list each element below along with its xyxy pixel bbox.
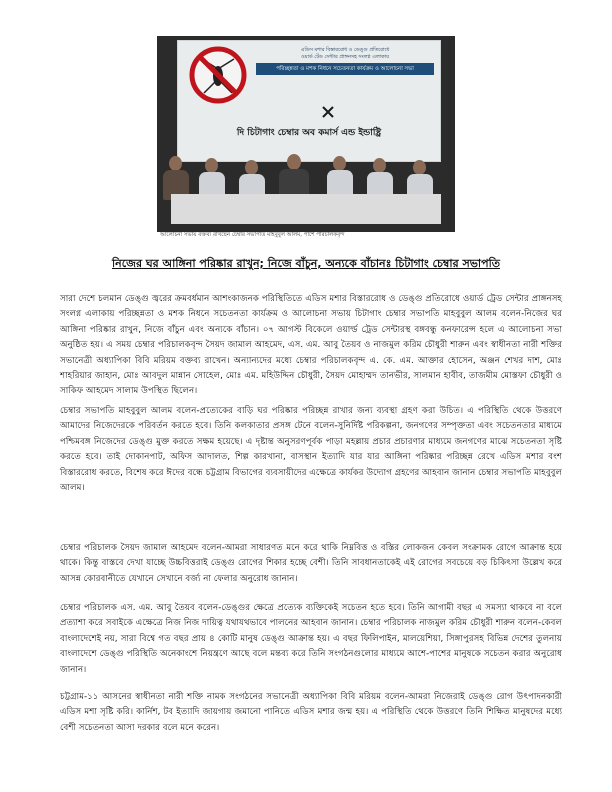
event-banner — [177, 40, 441, 162]
paragraph-1: সারা দেশে চলমান ডেঙ্গু জ্বরের ক্রমবর্ধমান আশংকাজনক পরিস্থিতিতে এডিস মশার বিস্তাররোধ ও ডেঙ্গু প্রতিরোধে ওয়ার্ড ট্রেড সেন্টার প্রাঙ্গনসহ সংলগ্ন এলাকায় পরিচ্ছন্নতা ও মশক নিধনে সচেতনতা কার্যক্রম ও আলোচনা সভায় চিটাগাং চেম্বার সভাপতি মাহবুবুল আলম বলেন-নিজের ঘর আঙ্গিনা পরিষ্কার রাখুন, নিজে বাঁচুন এবং অন্যকে বাঁচান। ০৭ আগস্ট বিকেলে ওয়ার্ল্ড ট্রেড সেন্টারস্থ বঙ্গবন্ধু কনফারেন্স হলে এ আলোচনা সভা অনুষ্ঠিত হয়। এ সময় চেম্বার পরিচালকবৃন্দ সৈয়দ জামাল আহমেদ, এস. এম. আবু তৈয়ব ও নাজমুল করিম চৌধুরী শারুন এবং স্বাধীনতা নারী শক্তির সভানেত্রী অধ্যাপিকা বিবি মরিয়ম বক্তব্য রাখেন। অন্যান্যদের মধ্যে চেম্বার পরিচালকবৃন্দ এ. কে. এম. আক্তার হোসেন, অঞ্জন শেখর দাশ, মোঃ শাহরিয়ার জাহান, মোঃ আবদুল মান্নান সোহেল, মোঃ এম. মহিউদ্দিন চৌধুরী, সৈয়দ মোহাম্মদ তানভীর, সালমান হাবীব, তাজমীম মোস্তফা চৌধুরী ও সাকিফ আহমেদ সালাম উপস্থিত ছিলেন। — [60, 294, 562, 397]
banner-line-1: এডিস মশার বিস্তাররোধ ও ডেঙ্গু প্রতিরোধে — [300, 47, 390, 53]
chamber-logo-icon — [321, 105, 335, 119]
banner-line-2: ওয়ার্ড টেড সেন্টার প্রাঙ্গনসহ সংলগ্ন এলাকায় — [300, 54, 390, 60]
person-head — [333, 156, 346, 171]
photo-caption: আলোচনা সভায় বক্তব্য রাখছেন চেম্বার সভাপতি মাহবুবুল আলম, পাশে পরিচালকবৃন্দ — [160, 232, 345, 238]
no-mosquito-icon — [188, 45, 248, 105]
paragraph-3: চেম্বার পরিচালক সৈয়দ জামাল আহমেদ বলেন-আমরা সাধারণত মনে করে থাকি নিম্নবিত্ত ও বস্তির লোকজন কেবল সংক্রামক রোগে আক্রান্ত হয়ে থাকে। কিন্তু বাস্তবে দেখা যাচ্ছে উচ্চবিত্তরাই ডেঙ্গু রোগের শিকার হচ্ছে বেশী। তিনি সাবধানতাকেই এই রোগের সবচেয়ে বড় চিকিৎসা উল্লেখ করে আসন্ন কোরবানীতে যেখানে সেখানে বর্জ্য না ফেলার অনুরোধ জানান। — [60, 543, 562, 584]
paragraph-5: চট্টগ্রাম-১১ আসনের স্বাধীনতা নারী শক্তি নামক সংগঠনের সভানেত্রী অধ্যাপিকা বিবি মরিয়ম বলেন-আমরা নিজেরাই ডেঙ্গু রোগ উৎপাদনকারী এডিস মশা সৃষ্টি করি। কার্নিশ, টব ইত্যাদি জায়গায় জমানো পানিতে এডিস মশার জন্ম হয়। এ পরিস্থিতি থেকে উত্তরণে তিনি শিক্ষিত মানুষদের মধ্যে বেশী সচেতনতা আসা দরকার বলে মনে করেন। — [60, 692, 562, 733]
person-head — [287, 154, 301, 170]
news-headline: নিজের ঘর আঙ্গিনা পরিষ্কার রাখুন; নিজে বাঁচুন, অন্যকে বাঁচানঃ চিটাগাং চেম্বার সভাপতি — [112, 257, 500, 270]
person-head — [245, 160, 258, 175]
event-photo — [157, 36, 455, 232]
paragraph-4: চেম্বার পরিচালক এস. এম. আবু তৈয়ব বলেন-ডেঙ্গুর ক্ষেত্রে প্রত্যেক ব্যক্তিকেই সচেতন হতে হবে। তিনি আগামী বছর এ সমস্যা থাকবে না বলে প্রত্যাশা করে সবাইকে এক্ষেত্রে নিজ নিজ দায়িত্ব যথাযথভাবে পালনের আহবান জানান। চেম্বার পরিচালক নাজমুল করিম চৌধুরী শারুন বলেন-কেবল বাংলাদেশেই নয়, সারা বিশ্বে গত বছর প্রায় ৪ কোটি মানুষ ডেঙ্গু আক্রান্ত হয়। এ বছর ফিলিপাইন, মালয়েশিয়া, সিঙ্গাপুরসহ বিভিন্ন দেশের তুলনায় বাংলাদেশে ডেঙ্গু পরিস্থিতি অনেকাংশে নিয়ন্ত্রণে আছে বলে মন্তব্য করে তিনি সংগঠনগুলোর মাধ্যমে আশে-পাশের মানুষকে সচেতন করার অনুরোধ জানান। — [60, 603, 562, 675]
person-head — [413, 160, 426, 175]
paragraph-2: চেম্বার সভাপতি মাহবুবুল আলম বলেন-প্রত্যেকের বাড়ি ঘর পরিষ্কার পরিচ্ছন্ন রাখার জন্য ব্যবস্থা গ্রহণ করা উচিত। এ পরিস্থিতি থেকে উত্তরণে আমাদের নিজেদেরকে পরিবর্তন করতে হবে। তিনি কলকাতার প্রসঙ্গ টেনে বলেন-সুনির্দিষ্ট পরিকল্পনা, জনগণের সম্পৃক্ততা এবং সচেতনতার মাধ্যমে পশ্চিমবঙ্গ নিজেদের ডেঙ্গু মুক্ত করতে সক্ষম হয়েছে। এ দৃষ্টান্ত অনুসরণপূর্বক পাড়া মহল্লায় প্রচার প্রচারণার মাধ্যমে জনগণের মাঝে সচেতনতা সৃষ্টি করতে হবে। তাই দোকানপাট, অফিস আদালত, শিল্প কারখানা, বাসস্থান ইত্যাদি যার যার আঙ্গিনা পরিষ্কার পরিচ্ছন্ন রেখে এডিস মশার বংশ বিস্তাররোধ করতে, বিশেষ করে ঈদের বন্ধে চট্টগ্রাম বিভাগের ব্যবসায়ীদের এক্ষেত্রে কার্যকর উদ্যোগ গ্রহণের আহবান জানান চেম্বার সভাপতি মাহবুবুল আলম। — [60, 406, 562, 494]
banner-title-strip: পরিচ্ছন্নতা ও মশক নিধনে সচেতনতা কার্যক্রম ও আলোচনা সভা — [256, 63, 434, 75]
person-head — [205, 158, 218, 173]
conference-table — [171, 194, 441, 224]
chamber-name-text: দি চিটাগাং চেম্বার অব কমার্স এন্ড ইন্ডাষ্ট্রি — [236, 128, 382, 138]
person-head — [169, 156, 182, 171]
person-head — [373, 158, 386, 173]
